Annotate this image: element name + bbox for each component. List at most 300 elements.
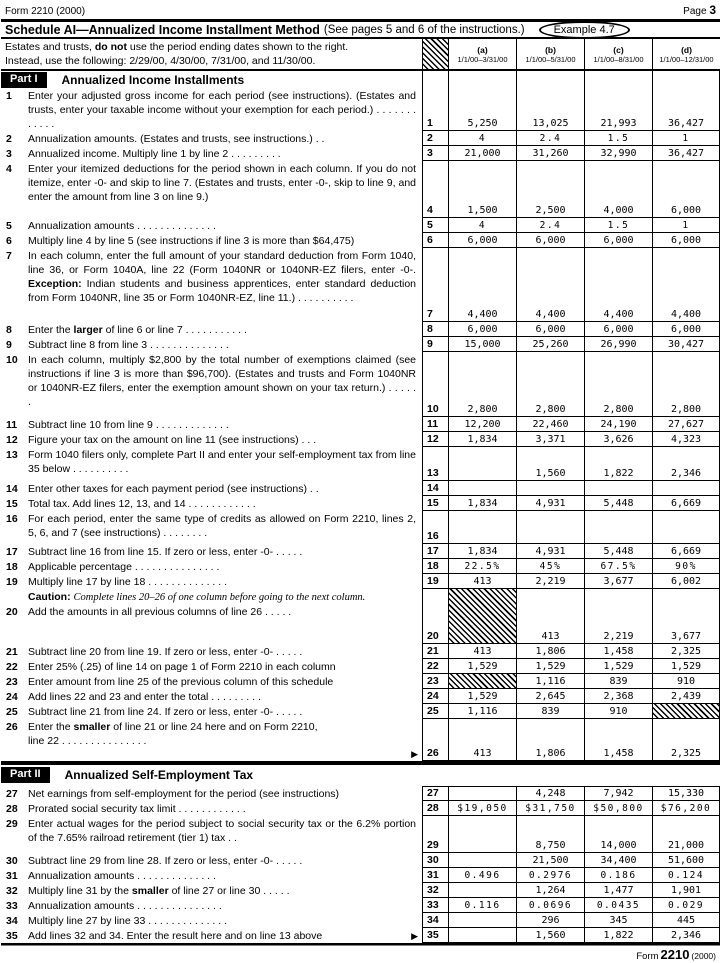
grid-line-number-cell: 11 bbox=[422, 417, 448, 432]
form-line-row bbox=[1, 786, 720, 801]
line-text: Figure your tax on the amount on line 11 (see instructions) . . . bbox=[28, 434, 317, 446]
grid-line-number-cell: 8 bbox=[422, 322, 448, 337]
period-column-headers bbox=[448, 39, 720, 69]
line-number: 19 bbox=[6, 576, 18, 588]
value-cell-col-d bbox=[652, 481, 720, 496]
form-reference: Form 2210 (2000) bbox=[5, 6, 86, 17]
form-line-row bbox=[1, 928, 720, 943]
grid-line-number-cell: 16 bbox=[422, 511, 448, 544]
value-cell-col-d: 36,427 bbox=[652, 88, 720, 131]
value-cell-col-b: 8,750 bbox=[516, 816, 584, 853]
line-description-cell bbox=[1, 447, 422, 481]
value-cell-col-a: 2,800 bbox=[448, 352, 516, 417]
value-cell-col-a: 1,529 bbox=[448, 659, 516, 674]
column-period: 1/1/00–3/31/00 bbox=[457, 54, 508, 64]
value-cell-col-d: 51,600 bbox=[652, 853, 720, 868]
value-cell-col-b: 6,000 bbox=[516, 322, 584, 337]
value-cell-col-c: 0.186 bbox=[584, 868, 652, 883]
value-cell-col-a bbox=[448, 511, 516, 544]
form-line-row bbox=[1, 322, 720, 337]
line-description-cell bbox=[1, 146, 422, 161]
estates-trusts-note bbox=[1, 39, 422, 69]
grid-number-cell bbox=[422, 71, 448, 88]
value-cell-col-a: 1,834 bbox=[448, 496, 516, 511]
line-text: Prorated social security tax limit . . . . . . . . . . . . bbox=[28, 803, 246, 815]
line-description-cell bbox=[1, 559, 422, 574]
value-cell-col-a: 1,834 bbox=[448, 544, 516, 559]
value-cell-col-c: 4,400 bbox=[584, 248, 652, 322]
value-cell-col-a: 1,834 bbox=[448, 432, 516, 447]
footer-form-number: 2210 bbox=[660, 947, 690, 962]
top-strip bbox=[1, 2, 720, 19]
line-number: 22 bbox=[6, 661, 18, 673]
value-cell-col-d: 6,002 bbox=[652, 574, 720, 589]
line-description-cell bbox=[1, 496, 422, 511]
grid-line-number-cell: 23 bbox=[422, 674, 448, 689]
part2-title: Annualized Self-Employment Tax bbox=[64, 767, 254, 782]
grid-line-number-cell: 26 bbox=[422, 719, 448, 761]
form-line-row bbox=[1, 559, 720, 574]
value-cell-col-a: $19,050 bbox=[448, 801, 516, 816]
line-text: Enter actual wages for the period subject to social security tax or the 6.2% portion of the 7.65% railroad retirement (tier 1) tax . . bbox=[28, 818, 416, 844]
value-cell-col-d: 36,427 bbox=[652, 146, 720, 161]
line-text: Subtract line 21 from line 24. If zero or less, enter -0- . . . . . bbox=[28, 706, 303, 718]
line-description-cell bbox=[1, 644, 422, 659]
part1-table bbox=[1, 88, 720, 763]
schedule-subtitle: (See pages 5 and 6 of the instructions.) bbox=[323, 23, 525, 36]
form-line-row bbox=[1, 233, 720, 248]
line-number: 32 bbox=[6, 885, 18, 897]
value-cell-col-d: 2,346 bbox=[652, 928, 720, 943]
value-cell-col-d: 6,669 bbox=[652, 544, 720, 559]
value-cell-col-b: 4,400 bbox=[516, 248, 584, 322]
value-cell-col-a: 0.116 bbox=[448, 898, 516, 913]
value-cell-col-d: 2,346 bbox=[652, 447, 720, 481]
form-line-row bbox=[1, 432, 720, 447]
line-description-cell bbox=[1, 898, 422, 913]
value-cell-col-a bbox=[448, 913, 516, 928]
value-cell-col-c: 2,800 bbox=[584, 352, 652, 417]
value-cell-col-c: 0.0435 bbox=[584, 898, 652, 913]
line-number: 11 bbox=[6, 419, 18, 431]
value-cell-col-d: 1 bbox=[652, 218, 720, 233]
line-number: 10 bbox=[6, 354, 18, 366]
grid-line-number-cell: 18 bbox=[422, 559, 448, 574]
line-text: Total tax. Add lines 12, 13, and 14 . . . . . . . . . . . . bbox=[28, 498, 256, 510]
line-text: Enter the smaller of line 21 or line 24 here and on Form 2210, line 22 . . . . . . . . . . . . . . . bbox=[28, 721, 318, 747]
value-cell-col-a bbox=[448, 674, 516, 689]
value-cell-col-a: 22.5% bbox=[448, 559, 516, 574]
period-column-header bbox=[652, 39, 720, 69]
value-cell-col-b: 1,806 bbox=[516, 719, 584, 761]
value-cell-col-c: 6,000 bbox=[584, 233, 652, 248]
form-line-row bbox=[1, 704, 720, 719]
line-description-cell bbox=[1, 161, 422, 218]
part1-title: Annualized Income Installments bbox=[61, 72, 245, 87]
line-description-cell bbox=[1, 352, 422, 417]
value-cell-col-a: 6,000 bbox=[448, 322, 516, 337]
grid-value-cell bbox=[516, 71, 584, 88]
value-cell-col-d: 4,323 bbox=[652, 432, 720, 447]
value-cell-col-a: 413 bbox=[448, 644, 516, 659]
line-description-cell bbox=[1, 659, 422, 674]
value-cell-col-b: 839 bbox=[516, 704, 584, 719]
value-cell-col-b: 2.4 bbox=[516, 218, 584, 233]
line-description-cell bbox=[1, 674, 422, 689]
line-text: Annualization amounts . . . . . . . . . . . . . . . bbox=[28, 900, 222, 912]
line-number: 6 bbox=[6, 235, 12, 247]
value-cell-col-d: 27,627 bbox=[652, 417, 720, 432]
line-text: Enter the larger of line 6 or line 7 . . . . . . . . . . . bbox=[28, 324, 247, 336]
value-cell-col-a: 1,500 bbox=[448, 161, 516, 218]
value-cell-col-c: 1.5 bbox=[584, 131, 652, 146]
line-number: 12 bbox=[6, 434, 18, 446]
grid-line-number-cell: 4 bbox=[422, 161, 448, 218]
value-cell-col-b: 1,560 bbox=[516, 928, 584, 943]
form-line-row bbox=[1, 883, 720, 898]
value-cell-col-d: 1 bbox=[652, 131, 720, 146]
line-description-cell bbox=[1, 853, 422, 868]
value-cell-col-b bbox=[516, 511, 584, 544]
part1-band-left bbox=[1, 71, 422, 88]
grid-line-number-cell: 22 bbox=[422, 659, 448, 674]
line-description-cell bbox=[1, 689, 422, 704]
line-text: Subtract line 8 from line 3 . . . . . . . . . . . . . . bbox=[28, 339, 229, 351]
value-cell-col-b: 4,931 bbox=[516, 496, 584, 511]
form-line-row bbox=[1, 496, 720, 511]
value-cell-col-a bbox=[448, 928, 516, 943]
column-period: 1/1/00–5/31/00 bbox=[525, 54, 576, 64]
value-cell-col-c: 910 bbox=[584, 704, 652, 719]
part1-label: Part I bbox=[1, 72, 47, 88]
value-cell-col-b: 2.4 bbox=[516, 131, 584, 146]
line-description-cell bbox=[1, 88, 422, 131]
line-description-cell bbox=[1, 481, 422, 496]
hatched-header-cell bbox=[422, 39, 448, 69]
line-description-cell bbox=[1, 868, 422, 883]
line-text: Multiply line 4 by line 5 (see instructions if line 3 is more than $64,475) bbox=[28, 235, 355, 247]
line-description-cell bbox=[1, 432, 422, 447]
form-line-row bbox=[1, 689, 720, 704]
value-cell-col-a: 413 bbox=[448, 574, 516, 589]
value-cell-col-d: 2,439 bbox=[652, 689, 720, 704]
value-cell-col-b: 2,219 bbox=[516, 574, 584, 589]
line-text: Subtract line 29 from line 28. If zero or less, enter -0- . . . . . bbox=[28, 855, 303, 867]
line-description-cell bbox=[1, 337, 422, 352]
line-number: 1 bbox=[6, 90, 12, 102]
value-cell-col-c: 2,219 bbox=[584, 589, 652, 644]
line-description-cell bbox=[1, 589, 422, 644]
value-cell-col-c: 1.5 bbox=[584, 218, 652, 233]
value-cell-col-b: 4,248 bbox=[516, 786, 584, 801]
value-cell-col-c: 7,942 bbox=[584, 786, 652, 801]
value-cell-col-b bbox=[516, 481, 584, 496]
form-line-row bbox=[1, 161, 720, 218]
form-line-row bbox=[1, 719, 720, 761]
value-cell-col-d: 6,669 bbox=[652, 496, 720, 511]
value-cell-col-a: 12,200 bbox=[448, 417, 516, 432]
form-line-row bbox=[1, 898, 720, 913]
value-cell-col-b: 1,116 bbox=[516, 674, 584, 689]
page-indicator bbox=[683, 3, 716, 17]
value-cell-col-b: 4,931 bbox=[516, 544, 584, 559]
line-description-cell bbox=[1, 801, 422, 816]
value-cell-col-d: 1,901 bbox=[652, 883, 720, 898]
line-number: 14 bbox=[6, 483, 18, 495]
line-text: Subtract line 20 from line 19. If zero or less, enter -0- . . . . . bbox=[28, 646, 303, 658]
grid-line-number-cell: 20 bbox=[422, 589, 448, 644]
value-cell-col-a bbox=[448, 447, 516, 481]
value-cell-col-c: 345 bbox=[584, 913, 652, 928]
example-badge: Example 4.7 bbox=[539, 21, 630, 39]
line-text: Subtract line 16 from line 15. If zero or less, enter -0- . . . . . bbox=[28, 546, 303, 558]
grid-line-number-cell: 31 bbox=[422, 868, 448, 883]
grid-line-number-cell: 24 bbox=[422, 689, 448, 704]
line-number: 34 bbox=[6, 915, 18, 927]
form-line-row bbox=[1, 913, 720, 928]
value-cell-col-c: 21,993 bbox=[584, 88, 652, 131]
line-text: Multiply line 17 by line 18 . . . . . . . . . . . . . . bbox=[28, 576, 227, 588]
line-number: 28 bbox=[6, 803, 18, 815]
grid-line-number-cell: 15 bbox=[422, 496, 448, 511]
grid-line-number-cell: 32 bbox=[422, 883, 448, 898]
form-line-row bbox=[1, 511, 720, 544]
line-description-cell bbox=[1, 719, 422, 761]
line-number: 17 bbox=[6, 546, 18, 558]
line-description-cell bbox=[1, 248, 422, 322]
value-cell-col-c: 2,368 bbox=[584, 689, 652, 704]
grid-line-number-cell: 7 bbox=[422, 248, 448, 322]
form-line-row bbox=[1, 659, 720, 674]
value-cell-col-b: 2,645 bbox=[516, 689, 584, 704]
line-number: 24 bbox=[6, 691, 18, 703]
period-column-header bbox=[448, 39, 516, 69]
line-description-cell bbox=[1, 928, 422, 943]
form-line-row bbox=[1, 218, 720, 233]
line-description-cell bbox=[1, 704, 422, 719]
line-text: Enter your adjusted gross income for each period (see instructions). (Estates and trusts, enter your taxable income without your exemption for each period.) . . . . . . . . . . . . bbox=[28, 90, 416, 130]
grid-line-number-cell: 29 bbox=[422, 816, 448, 853]
line-number: 33 bbox=[6, 900, 18, 912]
value-cell-col-c: 6,000 bbox=[584, 322, 652, 337]
value-cell-col-a: 4 bbox=[448, 218, 516, 233]
line-description-cell bbox=[1, 883, 422, 898]
form-line-row bbox=[1, 417, 720, 432]
value-cell-col-c: 1,822 bbox=[584, 928, 652, 943]
note-line-2: Instead, use the following: 2/29/00, 4/30/00, 7/31/00, and 11/30/00. bbox=[5, 55, 316, 67]
line-number: 18 bbox=[6, 561, 18, 573]
line-description-cell bbox=[1, 511, 422, 544]
line-number: 31 bbox=[6, 870, 18, 882]
line-text: Applicable percentage . . . . . . . . . . . . . . . bbox=[28, 561, 220, 573]
page-number: 3 bbox=[709, 3, 716, 17]
form-line-row bbox=[1, 88, 720, 131]
line-number: 2 bbox=[6, 133, 12, 145]
grid-line-number-cell: 5 bbox=[422, 218, 448, 233]
grid-line-number-cell: 33 bbox=[422, 898, 448, 913]
grid-line-number-cell: 2 bbox=[422, 131, 448, 146]
value-cell-col-b: 25,260 bbox=[516, 337, 584, 352]
grid-value-cell bbox=[448, 71, 516, 88]
form-line-row bbox=[1, 481, 720, 496]
grid-line-number-cell: 13 bbox=[422, 447, 448, 481]
form-line-row bbox=[1, 574, 720, 589]
grid-line-number-cell: 28 bbox=[422, 801, 448, 816]
form-line-row bbox=[1, 589, 720, 644]
grid-line-number-cell: 19 bbox=[422, 574, 448, 589]
value-cell-col-c: 32,990 bbox=[584, 146, 652, 161]
line-text: Add the amounts in all previous columns of line 26 . . . . . bbox=[28, 606, 292, 618]
column-letter: (c) bbox=[613, 44, 624, 55]
value-cell-col-b: 31,260 bbox=[516, 146, 584, 161]
value-cell-col-d: 1,529 bbox=[652, 659, 720, 674]
form-line-row bbox=[1, 816, 720, 853]
footer-form-year: (2000) bbox=[691, 951, 716, 961]
column-period: 1/1/00–12/31/00 bbox=[659, 54, 714, 64]
value-cell-col-d: 6,000 bbox=[652, 322, 720, 337]
value-cell-col-d: $76,200 bbox=[652, 801, 720, 816]
value-cell-col-b: 3,371 bbox=[516, 432, 584, 447]
line-description-cell bbox=[1, 913, 422, 928]
line-text: Annualization amounts . . . . . . . . . . . . . . bbox=[28, 220, 216, 232]
grid-line-number-cell: 17 bbox=[422, 544, 448, 559]
line-number: 21 bbox=[6, 646, 18, 658]
line-description-cell bbox=[1, 131, 422, 146]
grid-line-number-cell: 14 bbox=[422, 481, 448, 496]
value-cell-col-a: 413 bbox=[448, 719, 516, 761]
line-number: 4 bbox=[6, 163, 12, 175]
form-line-row bbox=[1, 352, 720, 417]
line-number: 35 bbox=[6, 930, 18, 942]
note-line-1: Estates and trusts, do not use the period ending dates shown to the right. bbox=[5, 41, 349, 53]
column-letter: (b) bbox=[545, 44, 556, 55]
line-description-cell bbox=[1, 544, 422, 559]
line-description-cell bbox=[1, 233, 422, 248]
value-cell-col-c bbox=[584, 511, 652, 544]
line-text: Enter 25% (.25) of line 14 on page 1 of Form 2210 in each column bbox=[28, 661, 336, 673]
part2-table bbox=[1, 786, 720, 944]
line-description-cell bbox=[1, 417, 422, 432]
column-period: 1/1/00–8/31/00 bbox=[593, 54, 644, 64]
value-cell-col-d: 0.029 bbox=[652, 898, 720, 913]
footer-form-label: Form bbox=[636, 951, 659, 962]
value-cell-col-d: 3,677 bbox=[652, 589, 720, 644]
column-letter: (a) bbox=[477, 44, 488, 55]
line-text: Annualized income. Multiply line 1 by line 2 . . . . . . . . . bbox=[28, 148, 281, 160]
value-cell-col-c: 1,529 bbox=[584, 659, 652, 674]
grid-line-number-cell: 30 bbox=[422, 853, 448, 868]
line-number: 23 bbox=[6, 676, 18, 688]
value-cell-col-d: 6,000 bbox=[652, 233, 720, 248]
form-line-row bbox=[1, 248, 720, 322]
form-line-row bbox=[1, 853, 720, 868]
grid-line-number-cell: 10 bbox=[422, 352, 448, 417]
line-description-cell bbox=[1, 218, 422, 233]
value-cell-col-b: 2,500 bbox=[516, 161, 584, 218]
value-cell-col-a: 21,000 bbox=[448, 146, 516, 161]
value-cell-col-a bbox=[448, 589, 516, 644]
grid-line-number-cell: 25 bbox=[422, 704, 448, 719]
line-text: Form 1040 filers only, complete Part II and enter your self-employment tax from line 35 below . . . . . . . . . . bbox=[28, 449, 416, 475]
value-cell-col-a: 4 bbox=[448, 131, 516, 146]
line-text: In each column, enter the full amount of your standard deduction from Form 1040, line 36, or Form 1040A, line 22 (Form 1040NR or 1040NR-EZ filers, enter -0-. Exception: Indian students and business apprentices, enter standard deduction from Form 1040NR, line 35 or Form 1040NR-EZ, line 11.) . . . . . . . . . . bbox=[28, 250, 416, 304]
value-cell-col-a bbox=[448, 883, 516, 898]
part2-label: Part II bbox=[1, 767, 50, 783]
line-description-cell bbox=[1, 816, 422, 853]
value-cell-col-d: 2,325 bbox=[652, 644, 720, 659]
grid-line-number-cell: 1 bbox=[422, 88, 448, 131]
carry-forward-arrow-icon: ▶ bbox=[411, 931, 418, 941]
line-description-cell bbox=[1, 574, 422, 589]
value-cell-col-c: 3,677 bbox=[584, 574, 652, 589]
value-cell-col-a: 4,400 bbox=[448, 248, 516, 322]
value-cell-col-b: 22,460 bbox=[516, 417, 584, 432]
line-number: 8 bbox=[6, 324, 12, 336]
value-cell-col-b: 1,806 bbox=[516, 644, 584, 659]
value-cell-col-a: 15,000 bbox=[448, 337, 516, 352]
value-cell-col-c: 5,448 bbox=[584, 544, 652, 559]
value-cell-col-d: 6,000 bbox=[652, 161, 720, 218]
line-description-cell bbox=[1, 322, 422, 337]
form-line-row bbox=[1, 146, 720, 161]
value-cell-col-c: 14,000 bbox=[584, 816, 652, 853]
line-text: Multiply line 27 by line 33 . . . . . . . . . . . . . . bbox=[28, 915, 227, 927]
value-cell-col-d: 2,800 bbox=[652, 352, 720, 417]
line-text: Multiply line 31 by the smaller of line 27 or line 30 . . . . . bbox=[28, 885, 290, 897]
value-cell-col-c: 24,190 bbox=[584, 417, 652, 432]
value-cell-col-b: 6,000 bbox=[516, 233, 584, 248]
grid-line-number-cell: 6 bbox=[422, 233, 448, 248]
value-cell-col-d: 90% bbox=[652, 559, 720, 574]
grid-line-number-cell: 34 bbox=[422, 913, 448, 928]
value-cell-col-a: 1,116 bbox=[448, 704, 516, 719]
grid-value-cell bbox=[584, 71, 652, 88]
value-cell-col-b: 13,025 bbox=[516, 88, 584, 131]
page-label: Page bbox=[683, 6, 707, 17]
form-line-row bbox=[1, 131, 720, 146]
grid-line-number-cell: 12 bbox=[422, 432, 448, 447]
value-cell-col-c: 839 bbox=[584, 674, 652, 689]
line-number: 9 bbox=[6, 339, 12, 351]
value-cell-col-b: 1,529 bbox=[516, 659, 584, 674]
value-cell-col-d: 445 bbox=[652, 913, 720, 928]
value-cell-col-b: 413 bbox=[516, 589, 584, 644]
grid-line-number-cell: 35 bbox=[422, 928, 448, 943]
value-cell-col-d: 910 bbox=[652, 674, 720, 689]
line-text: Enter your itemized deductions for the period shown in each column. If you do not itemize, enter -0- and skip to line 7. (Estates and trusts, enter -0-, skip to line 9, and enter the amount from line 3 on line 9.) bbox=[28, 163, 416, 203]
value-cell-col-d: 30,427 bbox=[652, 337, 720, 352]
value-cell-col-d: 21,000 bbox=[652, 816, 720, 853]
value-cell-col-b: 0.2976 bbox=[516, 868, 584, 883]
grid-line-number-cell: 3 bbox=[422, 146, 448, 161]
form-line-row bbox=[1, 447, 720, 481]
value-cell-col-a: 1,529 bbox=[448, 689, 516, 704]
value-cell-col-a: 5,250 bbox=[448, 88, 516, 131]
value-cell-col-c: 67.5% bbox=[584, 559, 652, 574]
line-text: In each column, multiply $2,800 by the total number of exemptions claimed (see instructions if line 3 is more than $96,700). (Estates and trusts and Form 1040NR or 1040NR-EZ filers, enter the exemption amount shown on your tax return.) . . . . . . bbox=[28, 354, 416, 408]
form-line-row bbox=[1, 801, 720, 816]
value-cell-col-a: 0.496 bbox=[448, 868, 516, 883]
line-number: 5 bbox=[6, 220, 12, 232]
value-cell-col-d: 0.124 bbox=[652, 868, 720, 883]
line-number: 16 bbox=[6, 513, 18, 525]
line-text: Subtract line 10 from line 9 . . . . . . . . . . . . . bbox=[28, 419, 229, 431]
line-description-cell bbox=[1, 786, 422, 801]
column-letter: (d) bbox=[681, 44, 692, 55]
line-number: 20 bbox=[6, 606, 18, 618]
caution-note: Caution: Complete lines 20–26 of one column before going to the next column. bbox=[28, 591, 366, 603]
form-line-row bbox=[1, 674, 720, 689]
